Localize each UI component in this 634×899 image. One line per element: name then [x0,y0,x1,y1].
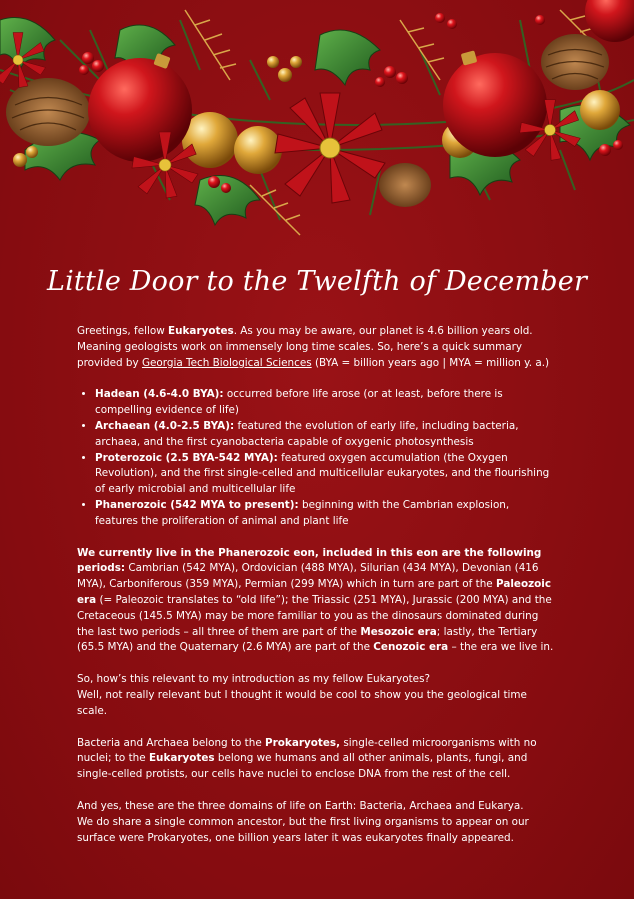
list-item: • Phanerozoic (542 MYA to present): beginning with the Cambrian explosion, features the proliferation of animal and plant life [95,498,555,530]
periods-paragraph: We currently live in the Phanerozoic eon, included in this eon are the following periods: Cambrian (542 MYA), Ordovician (488 MYA), Silurian (434 MYA), Devonian (416 MYA), Carboniferous (359 MYA), Permian (299 MYA) which in turn are part of the Paleozoic era (= Paleozoic translates to “old life”); the Triassic (251 MYA), Jurassic (200 MYA) and the Cretaceous (145.5 MYA) may be more familiar to you as the dinosaurs dominated during the last two periods – all three of them are part of the Mesozoic era; lastly, the Tertiary (65.5 MYA) and the Quaternary (2.6 MYA) are part of the Cenozoic era – the era we live in. [77,546,554,654]
intro-paragraph: Greetings, fellow Eukaryotes. As you may be aware, our planet is 4.6 billion years old. Meaning geologists work on immensely long time scales. So, here’s a quick summary provided by Georgia Tech Biological Sciences (BYA = billion years ago | MYA = million y. a.) [77,325,550,369]
georgia-tech-link[interactable]: Georgia Tech Biological Sciences [141,356,312,369]
page-title: Little Door to the Twelfth of December [46,266,588,297]
relevance-paragraph: So, how’s this relevant to my introduction as my fellow Eukaryotes? Well, not really relevant but I thought it would be cool to show you the geological time scale. [77,673,527,717]
intro-bold-eukaryotes: Eukaryotes [168,325,234,337]
article-body [77,324,555,846]
christmas-garland-illustration [0,0,634,250]
closing-paragraph: And yes, these are the three domains of life on Earth: Bacteria, Archaea and Eukarya. We do share a single common ancestor, but the first living organisms to appear on our surface were Prokaryotes, one billion years later it was eukaryotes finally appeared. [77,799,529,844]
list-item: • Proterozoic (2.5 BYA-542 MYA): featured oxygen accumulation (the Oxygen Revolution), and the first single-celled and multicellular eukaryotes, and the flourishing of early microbial and multicellular life [95,451,555,498]
domains-paragraph: Bacteria and Archaea belong to the Prokaryotes, single-celled microorganisms with no nuclei; to the Eukaryotes belong we humans and all other animals, plants, fungi, and single-celled protists, our cells have nuclei to enclose DNA from the rest of the cell. [77,736,537,781]
list-item: • Archaean (4.0-2.5 BYA): featured the evolution of early life, including bacteria, archaea, and the first cyanobacteria capable of oxygenic photosynthesis [95,419,555,451]
list-item: • Hadean (4.6-4.0 BYA): occurred before life arose (or at least, before there is compelling evidence of life) [95,387,555,419]
periods-heading: We currently live in the Phanerozoic eon, included in this eon are the following periods: [77,546,542,575]
eon-list [77,387,555,529]
